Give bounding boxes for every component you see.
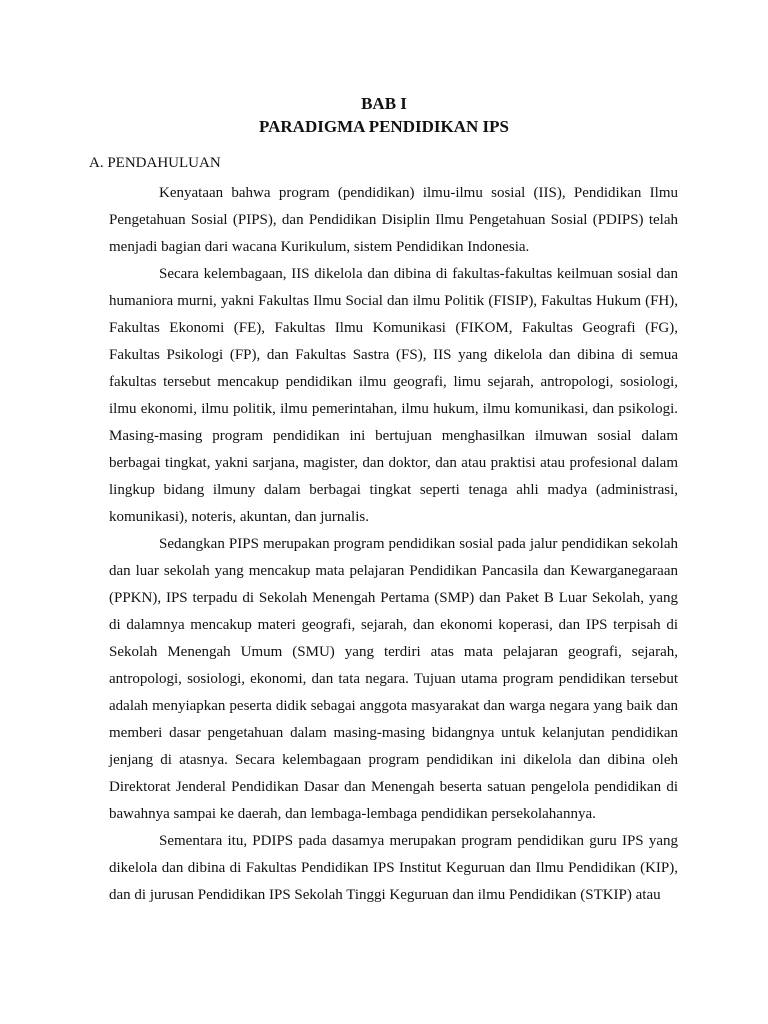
chapter-number: BAB I (361, 94, 407, 113)
paragraph: Sementara itu, PDIPS pada dasamya merupakan program pendidikan guru IPS yang dikelola dan dibina di Fakultas Pendidikan IPS Institut Keguruan dan Ilmu Pendidikan (KIP), dan di jurusan Pendidikan IPS Sekolah Tinggi Keguruan dan ilmu Pendidikan (STKIP) atau (109, 833, 678, 903)
section-heading: A. PENDAHULUAN (89, 155, 221, 171)
paragraph: Kenyataan bahwa program (pendidikan) ilmu-ilmu sosial (IIS), Pendidikan Ilmu Pengetahuan Sosial (PIPS), dan Pendidikan Disiplin Ilmu Pengetahuan Sosial (PDIPS) telah menjadi bagian dari wacana Kurikulum, sistem Pendidikan Indonesia. (109, 185, 678, 255)
body-text (109, 180, 678, 909)
chapter-title: PARADIGMA PENDIDIKAN IPS (259, 117, 509, 136)
paragraph: Secara kelembagaan, IIS dikelola dan dibina di fakultas-fakultas keilmuan sosial dan humaniora murni, yakni Fakultas Ilmu Social dan ilmu Politik (FISIP), Fakultas Hukum (FH), Fakultas Ekonomi (FE), Fakultas Ilmu Komunikasi (FIKOM, Fakultas Geografi (FG), Fakultas Psikologi (FP), dan Fakultas Sastra (FS), IIS yang dikelola dan dibina di semua fakultas tersebut mencakup pendidikan ilmu geografi, limu sejarah, antropologi, sosiologi, ilmu ekonomi, ilmu politik, ilmu pemerintahan, ilmu hukum, ilmu komunikasi, dan psikologi. Masing-masing program pendidikan ini bertujuan menghasilkan ilmuwan sosial dalam berbagai tingkat, yakni sarjana, magister, dan doktor, dan atau praktisi atau profesional dalam lingkup bidang ilmuny dalam berbagai tingkat seperti tenaga ahli madya (administrasi, komunikasi), noteris, akuntan, dan jurnalis. (109, 266, 678, 525)
paragraph: Sedangkan PIPS merupakan program pendidikan sosial pada jalur pendidikan sekolah dan luar sekolah yang mencakup mata pelajaran Pendidikan Pancasila dan Kewarganegaraan (PPKN), IPS terpadu di Sekolah Menengah Pertama (SMP) dan Paket B Luar Sekolah, yang di dalamnya mencakup materi geografi, sejarah, dan ekonomi koperasi, dan IPS terpisah di Sekolah Menengah Umum (SMU) yang terdiri atas mata pelajaran geografi, sejarah, antropologi, sosiologi, ekonomi, dan tata negara. Tujuan utama program pendidikan tersebut adalah menyiapkan peserta didik sebagai anggota masyarakat dan warga negara yang baik dan memberi dasar pengetahuan dalam masing-masing bidangnya untuk kelanjutan pendidikan jenjang di atasnya. Secara kelembagaan program pendidikan ini dikelola dan dibina oleh Direktorat Jenderal Pendidikan Dasar dan Menengah beserta satuan pengelola pendidikan di bawahnya sampai ke daerah, dan lembaga-lembaga pendidikan persekolahannya. (109, 536, 678, 822)
